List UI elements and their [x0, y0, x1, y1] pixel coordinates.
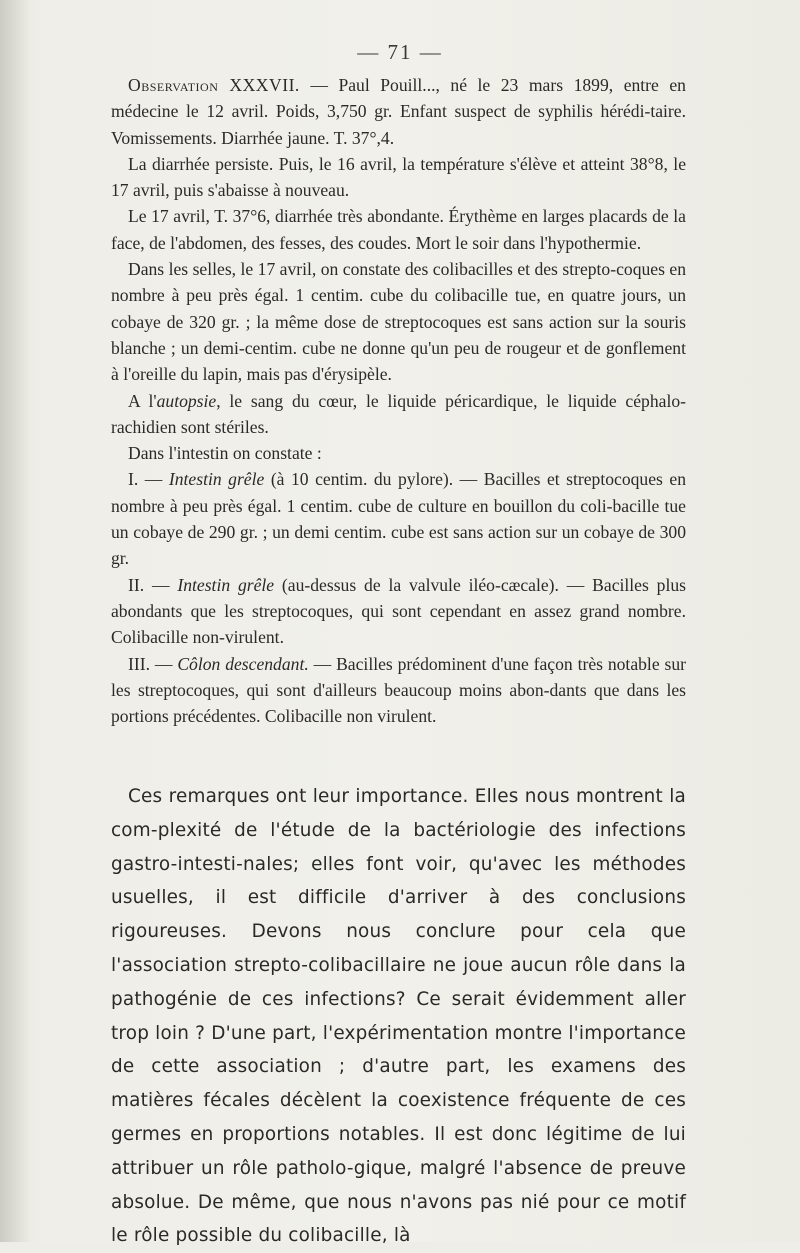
autopsy-prefix: A l'	[128, 390, 157, 411]
autopsy-term: autopsie	[156, 390, 217, 411]
intestine-item-1	[111, 466, 686, 571]
observation-block	[111, 72, 686, 729]
observation-paragraph: Le 17 avril, T. 37°6, diarrhée très abondante. Érythème en larges placards de la face, de l'abdomen, des fesses, des coudes. Mort le soir dans l'hypothermie.	[111, 206, 686, 253]
item-number: I. —	[128, 469, 169, 490]
page-edge-shadow	[0, 0, 30, 1242]
item-text: (au-dessus de la valvule iléo-cæcale). — Bacilles plus abondants que les streptocoques, qui sont cependant en assez grand nombre. Colibacille non-virulent.	[111, 574, 686, 648]
autopsy-rest: , le sang du cœur, le liquide péricardique, le liquide céphalo-rachidien sont stériles.	[111, 390, 686, 437]
item-number: III. —	[128, 653, 178, 674]
item-text: (à 10 centim. du pylore). — Bacilles et streptocoques en nombre à peu près égal. 1 centim. cube de culture en bouillon du coli-bacille tue un cobaye de 290 gr. ; un demi centim. cube est sans action sur un cobaye de 300 gr.	[111, 469, 686, 569]
observation-heading: Observation XXXVII.	[128, 75, 300, 95]
observation-intro	[111, 72, 686, 151]
intestine-item-3	[111, 651, 686, 730]
item-number: II. —	[128, 574, 178, 595]
observation-intro-text: — Paul Pouill..., né le 23 mars 1899, entre en médecine le 12 avril. Poids, 3,750 gr. Enfant suspect de syphilis hérédi-taire. Vomissements. Diarrhée jaune. T. 37°,4.	[111, 75, 686, 148]
item-location: Intestin grêle	[168, 469, 265, 490]
discussion-block	[111, 780, 686, 1253]
item-location: Intestin grêle	[177, 574, 275, 595]
page-number: — 71 —	[357, 40, 443, 64]
item-location: Côlon descendant.	[177, 653, 309, 674]
discussion-paragraph: Ces remarques ont leur importance. Elles nous montrent la com-plexité de l'étude de la bactériologie des infections gastro-intesti-nales; elles font voir, qu'avec les méthodes usuelles, il est difficile d'arriver à des conclusions rigoureuses. Devons nous conclure pour cela que l'association strepto-colibacillaire ne joue aucun rôle dans la pathogénie de ces infections? Ce serait évidemment aller trop loin ? D'une part, l'expérimentation montre l'importance de cette association ; d'autre part, les examens des matières fécales décèlent la coexistence fréquente de ces germes en proportions notables. Il est donc légitime de lui attribuer un rôle patholo-gique, malgré l'absence de preuve absolue. De même, que nous n'avons pas nié pour ce motif le rôle possible du colibacille, là	[111, 786, 686, 1247]
observation-paragraph: Dans l'intestin on constate :	[128, 443, 322, 464]
intestine-item-2	[111, 572, 686, 651]
observation-autopsy-paragraph	[111, 388, 686, 441]
item-text: — Bacilles prédominent d'une façon très notable sur les streptocoques, qui sont d'ailleurs beaucoup moins abon-dants que dans les portions précédentes. Colibacille non virulent.	[111, 653, 686, 727]
observation-paragraph: Dans les selles, le 17 avril, on constate des colibacilles et des strepto-coques en nombre à peu près égal. 1 centim. cube du colibacille tue, en quatre jours, un cobaye de 320 gr. ; la même dose de streptocoques est sans action sur la souris blanche ; un demi-centim. cube ne donne qu'un peu de rougeur et de gonflement à l'oreille du lapin, mais pas d'érysipèle.	[111, 259, 686, 385]
observation-paragraph: La diarrhée persiste. Puis, le 16 avril, la température s'élève et atteint 38°8, le 17 avril, puis s'abaisse à nouveau.	[111, 153, 686, 201]
